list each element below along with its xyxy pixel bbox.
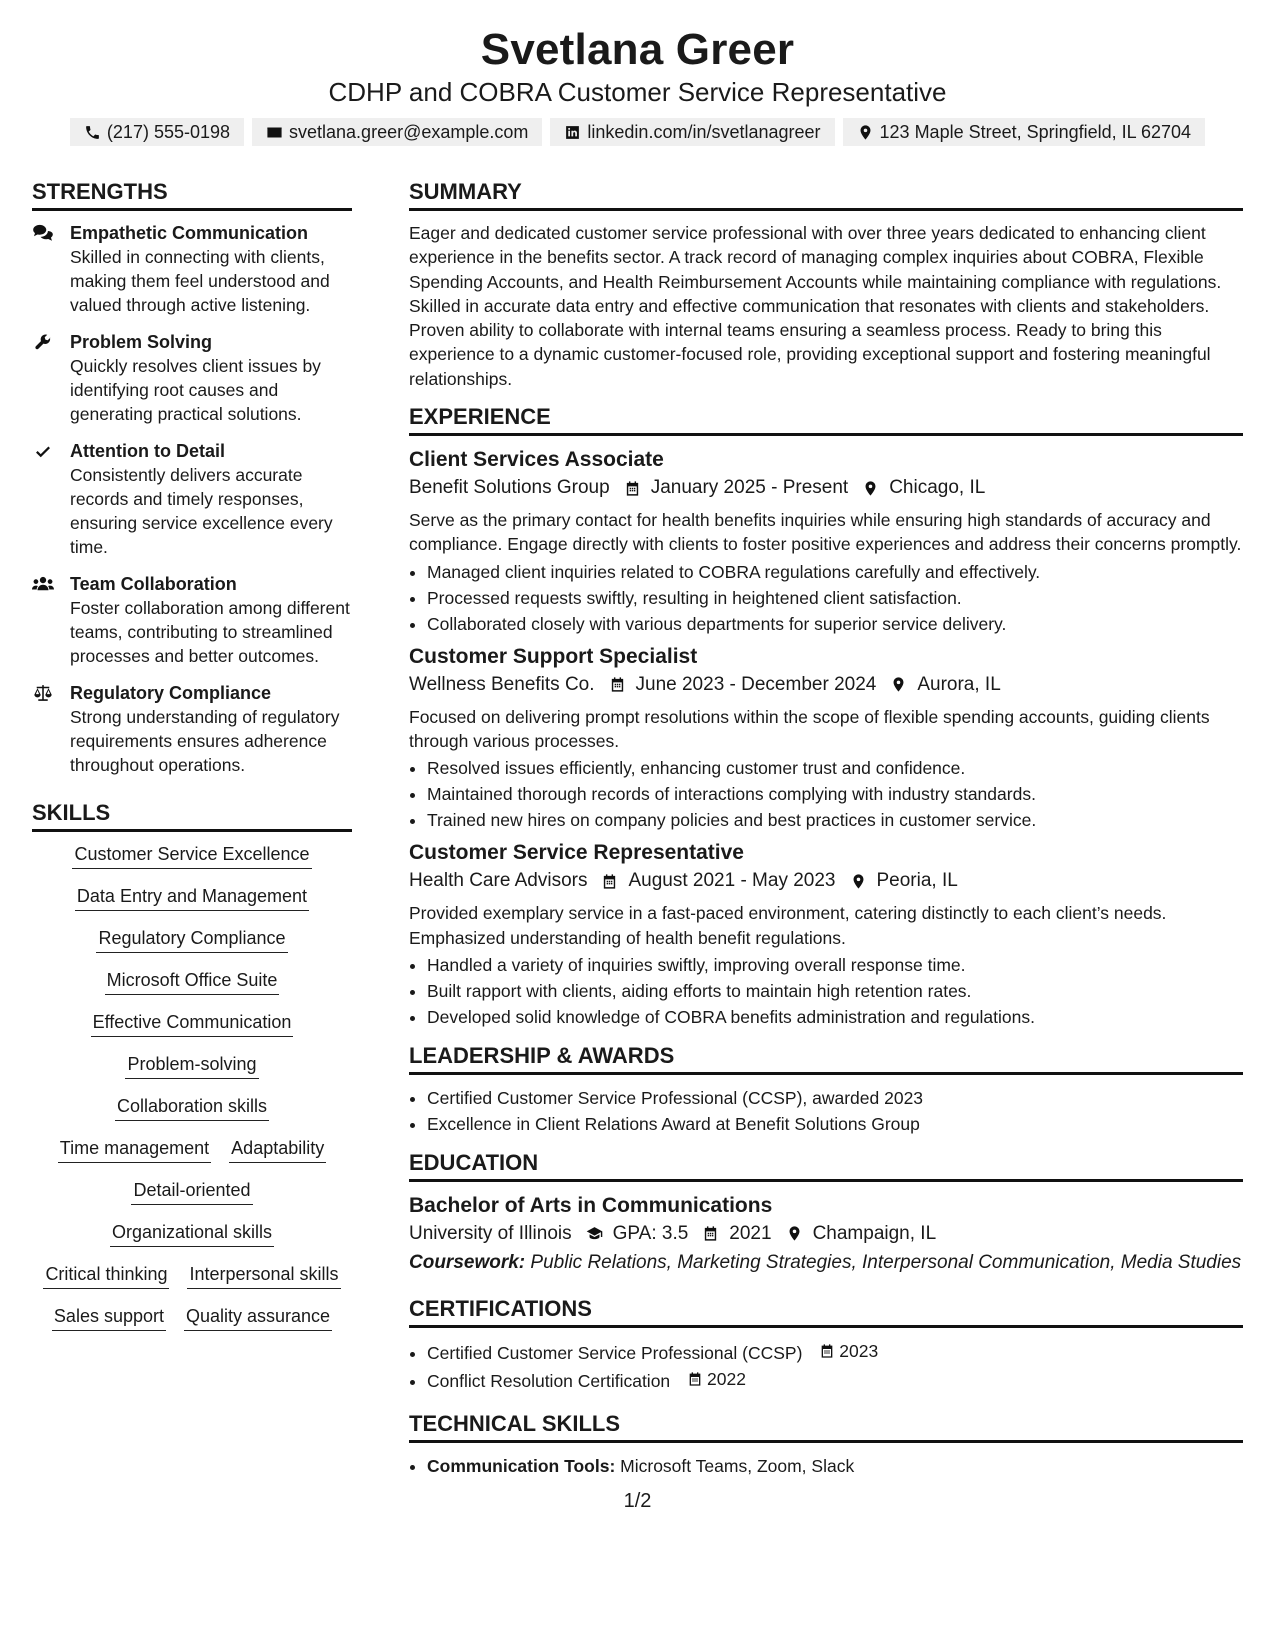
skill-row <box>32 884 352 911</box>
candidate-name: Svetlana Greer <box>480 25 795 74</box>
job-bullet: • Handled a variety of inquiries swiftly, improving overall response time. <box>427 952 1243 978</box>
skill-row <box>32 968 352 995</box>
job-location: Aurora, IL <box>917 673 1001 695</box>
summary-heading: SUMMARY <box>409 178 1243 211</box>
skill-tag: Interpersonal skills <box>187 1262 340 1289</box>
calendar-icon <box>624 480 641 497</box>
skill-tag: Detail-oriented <box>131 1178 252 1205</box>
skill-tag: Adaptability <box>229 1136 326 1163</box>
job-company: Benefit Solutions Group <box>409 477 610 499</box>
strength-title: Team Collaboration <box>70 574 237 594</box>
linkedin-icon <box>564 124 581 141</box>
strength-title: Empathetic Communication <box>70 223 309 243</box>
contact-address[interactable] <box>843 118 1206 146</box>
award-item: • Excellence in Client Relations Award at Benefit Solutions Group <box>427 1111 1243 1137</box>
skill-tag: Sales support <box>52 1304 166 1331</box>
job-dates: June 2023 - December 2024 <box>635 673 877 695</box>
scale-icon <box>32 684 54 702</box>
skills-heading: SKILLS <box>32 799 352 832</box>
contact-phone[interactable] <box>70 118 244 146</box>
education-heading: EDUCATION <box>409 1149 1243 1182</box>
certification-item <box>427 1366 1243 1394</box>
phone-icon <box>84 124 101 141</box>
job-bullet: • Managed client inquiries related to COBRA regulations carefully and effectively. <box>427 559 1243 585</box>
strength-item <box>32 439 352 559</box>
certifications-heading: CERTIFICATIONS <box>409 1295 1243 1328</box>
graduation-cap-icon <box>586 1225 603 1242</box>
skill-tag: Microsoft Office Suite <box>105 968 280 995</box>
skill-tag: Problem-solving <box>125 1052 258 1079</box>
skill-row <box>32 1010 352 1037</box>
certification-year: 2023 <box>839 1340 879 1361</box>
technical-skills-heading: TECHNICAL SKILLS <box>409 1410 1243 1443</box>
job-bullet: • Processed requests swiftly, resulting in heightened client satisfaction. <box>427 585 1243 611</box>
gpa: GPA: 3.5 <box>612 1222 689 1244</box>
skill-tag: Effective Communication <box>91 1010 294 1037</box>
school-location: Champaign, IL <box>812 1222 937 1244</box>
skill-row <box>32 1262 352 1289</box>
coursework <box>409 1250 1243 1275</box>
skill-tag: Organizational skills <box>110 1220 274 1247</box>
skill-row <box>32 926 352 953</box>
job-dates: January 2025 - Present <box>650 477 849 499</box>
calendar-icon <box>609 676 626 693</box>
degree-title: Bachelor of Arts in Communications <box>409 1193 773 1217</box>
coursework-list: Public Relations, Marketing Strategies, Interpersonal Communication, Media Studies <box>530 1251 1242 1273</box>
skill-row <box>32 1136 352 1163</box>
coursework-label: Coursework: <box>409 1251 526 1273</box>
strength-title: Regulatory Compliance <box>70 683 272 703</box>
envelope-icon <box>266 124 283 141</box>
certification-name: Certified Customer Service Professional (CCSP) <box>427 1342 803 1363</box>
map-pin-icon <box>857 124 874 141</box>
contact-phone-text: (217) 555-0198 <box>106 122 231 142</box>
strength-item <box>32 572 352 668</box>
skill-tag: Time management <box>58 1136 211 1163</box>
job-company: Health Care Advisors <box>409 870 588 892</box>
contact-linkedin[interactable] <box>550 118 834 146</box>
users-icon <box>32 575 54 593</box>
calendar-icon <box>702 1225 719 1242</box>
map-pin-icon <box>890 676 907 693</box>
strength-desc: Foster collaboration among different teams, contributing to streamlined processes and better outcomes. <box>70 598 350 666</box>
summary-text: Eager and dedicated customer service professional with over three years dedicated to enhancing client experience in the benefits sector. A track record of managing complex inquiries about COBRA, Flexible Spending Accounts, and Health Reimbursement Accounts while maintaining compliance with regulations. Skilled in accurate data entry and effective communication that resonates with clients and stakeholders. Proven ability to collaborate with internal teams ensuring a seamless process. Ready to bring this experience to a dynamic customer-focused role, providing exceptional support and fostering meaningful relationships. <box>409 223 1222 389</box>
school-name: University of Illinois <box>409 1222 572 1244</box>
skill-row <box>32 1220 352 1247</box>
wrench-icon <box>32 333 54 351</box>
job-desc: Serve as the primary contact for health benefits inquiries while ensuring high standards of accuracy and compliance. Engage directly with clients to foster positive experiences and address their concerns promptly. <box>409 510 1242 555</box>
strength-desc: Consistently delivers accurate records and timely responses, ensuring service excellence every time. <box>70 465 333 557</box>
strength-desc: Skilled in connecting with clients, making them feel understood and valued through active listening. <box>70 247 330 315</box>
skill-row <box>32 842 352 869</box>
job-bullet: • Collaborated closely with various departments for superior service delivery. <box>427 611 1243 637</box>
calendar-icon <box>819 1343 835 1359</box>
strength-title: Problem Solving <box>70 332 213 352</box>
job-bullet: • Resolved issues efficiently, enhancing customer trust and confidence. <box>427 755 1243 781</box>
skill-tag: Customer Service Excellence <box>72 842 311 869</box>
job-title: Customer Support Specialist <box>409 644 698 668</box>
check-icon <box>32 442 54 460</box>
job-title: Client Services Associate <box>409 448 664 472</box>
certification-name: Conflict Resolution Certification <box>427 1370 671 1391</box>
strength-item <box>32 221 352 317</box>
job-bullet: • Developed solid knowledge of COBRA benefits administration and regulations. <box>427 1004 1243 1030</box>
comments-icon <box>32 224 54 242</box>
job-location: Peoria, IL <box>876 870 958 892</box>
map-pin-icon <box>786 1225 803 1242</box>
page-number: 1/2 <box>623 1490 652 1512</box>
strengths-heading: STRENGTHS <box>32 178 352 211</box>
skill-tag: Collaboration skills <box>115 1094 269 1121</box>
awards-heading: LEADERSHIP & AWARDS <box>409 1042 1243 1075</box>
certification-year: 2022 <box>707 1368 746 1389</box>
job-title: Customer Service Representative <box>409 841 744 865</box>
contact-email[interactable] <box>252 118 542 146</box>
contact-linkedin-text: linkedin.com/in/svetlanagreer <box>587 122 821 142</box>
map-pin-icon <box>850 873 867 890</box>
skill-row <box>32 1178 352 1205</box>
technical-skill-value: Microsoft Teams, Zoom, Slack <box>620 1455 855 1476</box>
job-bullet: • Built rapport with clients, aiding efforts to maintain high retention rates. <box>427 978 1243 1004</box>
graduation-year: 2021 <box>729 1222 772 1244</box>
job-bullet: • Maintained thorough records of interactions complying with industry standards. <box>427 781 1243 807</box>
strength-item <box>32 330 352 426</box>
map-pin-icon <box>862 480 879 497</box>
job-desc: Provided exemplary service in a fast-paced environment, catering distinctly to each client’s needs. Emphasized understanding of health benefit regulations. <box>409 903 1167 948</box>
skill-tag: Quality assurance <box>184 1304 332 1331</box>
award-item: • Certified Customer Service Professional (CCSP), awarded 2023 <box>427 1085 1243 1111</box>
skill-tag: Data Entry and Management <box>75 884 309 911</box>
calendar-icon <box>601 873 618 890</box>
technical-skill-item <box>427 1453 1243 1479</box>
job-bullet: • Trained new hires on company policies and best practices in customer service. <box>427 807 1243 833</box>
job-entry <box>409 446 1243 637</box>
skill-tag: Critical thinking <box>43 1262 169 1289</box>
strength-title: Attention to Detail <box>70 441 225 461</box>
candidate-title: CDHP and COBRA Customer Service Representative <box>328 77 947 107</box>
calendar-icon <box>687 1371 703 1387</box>
job-company: Wellness Benefits Co. <box>409 673 595 695</box>
job-location: Chicago, IL <box>889 477 986 499</box>
certification-item <box>427 1338 1243 1366</box>
job-entry <box>409 643 1243 834</box>
skills-list <box>32 842 352 1331</box>
contact-email-text: svetlana.greer@example.com <box>289 122 529 142</box>
job-desc: Focused on delivering prompt resolutions within the scope of flexible spending accounts, guiding clients through various processes. <box>409 706 1210 751</box>
contact-bar <box>0 118 1275 146</box>
job-entry <box>409 839 1243 1030</box>
resume-header <box>0 0 1275 146</box>
skill-row <box>32 1094 352 1121</box>
skill-row <box>32 1052 352 1079</box>
skill-tag: Regulatory Compliance <box>96 926 287 953</box>
job-dates: August 2021 - May 2023 <box>628 870 836 892</box>
left-column <box>32 178 352 1479</box>
experience-heading: EXPERIENCE <box>409 403 1243 436</box>
contact-address-text: 123 Maple Street, Springfield, IL 62704 <box>879 122 1192 142</box>
strength-desc: Quickly resolves client issues by identifying root causes and generating practical solutions. <box>70 356 321 424</box>
right-column <box>409 178 1243 1479</box>
skill-row <box>32 1304 352 1331</box>
technical-skill-label: Communication Tools: <box>427 1455 616 1476</box>
strength-desc: Strong understanding of regulatory requirements ensures adherence throughout operations. <box>70 707 340 775</box>
strength-item <box>32 681 352 777</box>
